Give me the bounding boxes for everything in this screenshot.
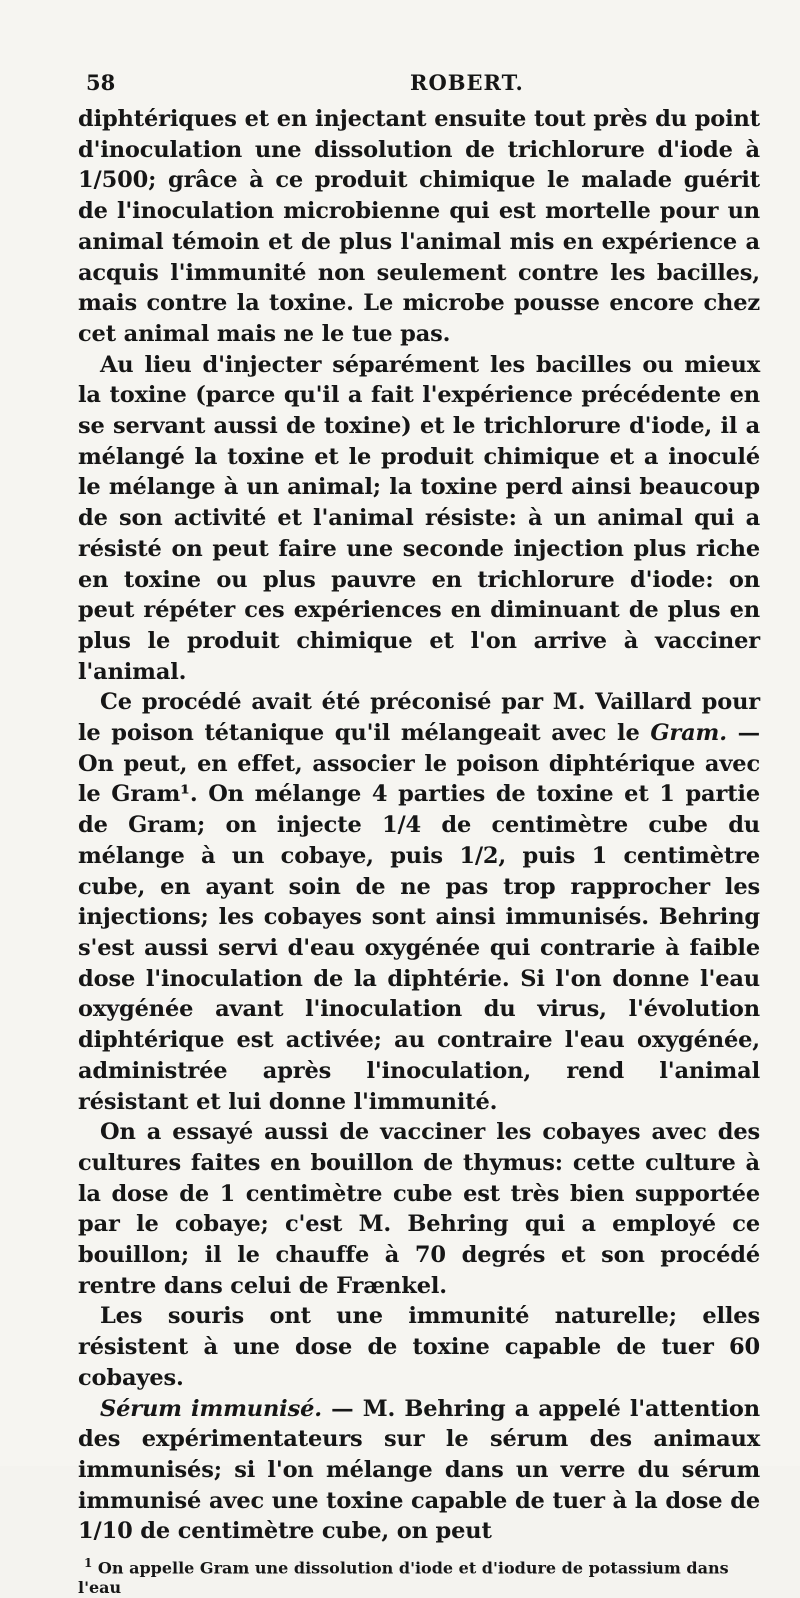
paragraph-serum: [78, 1394, 760, 1548]
paragraph: On a essayé aussi de vacciner les cobayes avec des cultures faites en bouillon de thymus: cette culture à la dose de 1 centimètre cube est très bien supportée par le cobaye; c'est M. Behring qui a employé ce bouillon; il le chauffe à 70 degrés et son procédé rentre dans celui de Frænkel.: [78, 1119, 760, 1299]
body-text: [78, 104, 760, 1547]
text-run: — On peut, en effet, associer le poison diphtérique avec le Gram¹. On mélange 4 parties de toxine et 1 partie de Gram; on injecte 1/4 de centimètre cube du mélange à un cobaye, puis 1/2, puis 1 centimètre cube, en ayant soin de ne pas trop rapprocher les injections; les cobayes sont ainsi immunisés. Behring s'est aussi servi d'eau oxygénée qui contrarie à faible dose l'inoculation de la diphtérie. Si l'on donne l'eau oxygénée avant l'inoculation du virus, l'évolution diphtérique est activée; au contraire l'eau oxygénée, administrée après l'inoculation, rend l'animal résistant et lui donne l'immunité.: [78, 720, 760, 1115]
italic-term: Gram.: [650, 720, 727, 747]
italic-heading: Sérum immunisé.: [100, 1395, 322, 1422]
text-run: — M. Behring a appelé l'attention des expérimentateurs sur le sérum des animaux immunisés; si l'on mélange dans un verre du sérum immunisé avec une toxine capable de tuer à la dose de 1/10 de centimètre cube, on peut: [78, 1395, 760, 1545]
text-run: Ce procédé avait été préconisé par M. Vaillard pour le poison tétanique qu'il mélangeait avec le: [78, 689, 760, 747]
paragraph-continued: diphtériques et en injectant ensuite tout près du point d'inoculation une dissolution de trichlorure d'iode à 1/500; grâce à ce produit chimique le malade guérit de l'inoculation microbienne qui est mortelle pour un animal témoin et de plus l'animal mis en expérience a acquis l'immunité non seulement contre les bacilles, mais contre la toxine. Le microbe pousse encore chez cet animal mais ne le tue pas.: [78, 106, 760, 347]
page-header: [78, 70, 760, 104]
running-head: ROBERT.: [410, 70, 524, 95]
page-number: 58: [86, 70, 116, 95]
footnote: [78, 1553, 760, 1598]
paragraph: Au lieu d'injecter séparément les bacilles ou mieux la toxine (parce qu'il a fait l'expérience précédente en se servant aussi de toxine) et le trichlorure d'iode, il a mélangé la toxine et le produit chimique et a inoculé le mélange à un animal; la toxine perd ainsi beaucoup de son activité et l'animal résiste: à un animal qui a résisté on peut faire une seconde injection plus riche en toxine ou plus pauvre en trichlorure d'iode: on peut répéter ces expériences en diminuant de plus en plus le produit chimique et l'on arrive à vacciner l'animal.: [78, 351, 760, 685]
paragraph: Les souris ont une immunité naturelle; elles résistent à une dose de toxine capable de tuer 60 cobayes.: [78, 1303, 760, 1391]
footnote-text: On appelle Gram une dissolution d'iode et d'iodure de potassium dans l'eau: [78, 1558, 729, 1598]
paragraph-gram: [78, 687, 760, 1117]
footnote-marker: 1: [84, 1556, 93, 1571]
